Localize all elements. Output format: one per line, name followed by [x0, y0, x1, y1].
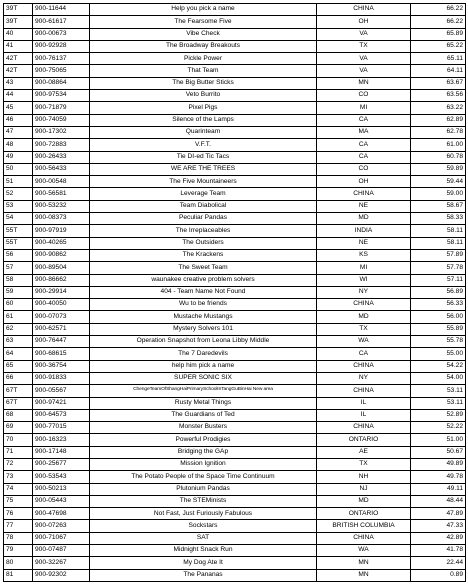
rank-cell: 43	[4, 77, 33, 89]
team-name-cell: Veto Burrito	[90, 90, 317, 102]
region-cell: NY	[317, 286, 411, 298]
team-id-cell: 900-68615	[33, 348, 90, 360]
region-cell: TX	[317, 40, 411, 52]
score-cell: 59.89	[411, 163, 466, 175]
team-name-cell: The Irreplaceables	[90, 225, 317, 237]
region-cell: CHINA	[317, 299, 411, 311]
table-row	[4, 471, 466, 483]
team-id-cell: 900-07073	[33, 311, 90, 323]
results-table	[3, 3, 466, 582]
region-cell: KS	[317, 249, 411, 261]
table-row	[4, 53, 466, 65]
rank-cell: 47	[4, 126, 33, 138]
score-cell: 58.11	[411, 237, 466, 249]
rank-cell: 57	[4, 262, 33, 274]
team-id-cell: 900-07487	[33, 545, 90, 557]
rank-cell: 69	[4, 422, 33, 434]
region-cell: TX	[317, 323, 411, 335]
score-cell: 65.89	[411, 28, 466, 40]
team-id-cell: 900-97534	[33, 90, 90, 102]
team-name-cell: Bridging the GAp	[90, 446, 317, 458]
team-name-cell: waunakee creative problem solvers	[90, 274, 317, 286]
team-id-cell: 900-56581	[33, 188, 90, 200]
score-cell: 65.22	[411, 40, 466, 52]
region-cell: CA	[317, 151, 411, 163]
team-name-cell: Tie DI-ed Tic Tacs	[90, 151, 317, 163]
rank-cell: 67T	[4, 385, 33, 397]
team-name-cell: Mustache Mustangs	[90, 311, 317, 323]
team-id-cell: 900-08864	[33, 77, 90, 89]
rank-cell: 52	[4, 188, 33, 200]
team-id-cell: 900-00548	[33, 176, 90, 188]
table-row	[4, 532, 466, 544]
rank-cell: 39T	[4, 16, 33, 28]
team-name-cell: Powerful Prodigies	[90, 434, 317, 446]
team-name-cell: Silence of the Lamps	[90, 114, 317, 126]
rank-cell: 80	[4, 557, 33, 569]
rank-cell: 79	[4, 545, 33, 557]
team-id-cell: 900-11644	[33, 4, 90, 16]
team-name-cell: The Potato People of the Space Time Continuum	[90, 471, 317, 483]
rank-cell: 78	[4, 532, 33, 544]
team-id-cell: 900-56433	[33, 163, 90, 175]
region-cell: INDIA	[317, 225, 411, 237]
team-id-cell: 900-26433	[33, 151, 90, 163]
team-name-cell: Rusty Metal Things	[90, 397, 317, 409]
rank-cell: 60	[4, 299, 33, 311]
score-cell: 57.78	[411, 262, 466, 274]
table-row	[4, 348, 466, 360]
score-cell: 56.33	[411, 299, 466, 311]
region-cell: MA	[317, 126, 411, 138]
region-cell: MN	[317, 77, 411, 89]
team-name-cell: The Pananas	[90, 569, 317, 581]
team-name-cell: Mystery Solvers 101	[90, 323, 317, 335]
table-row	[4, 434, 466, 446]
team-id-cell: 900-89504	[33, 262, 90, 274]
region-cell: MI	[317, 102, 411, 114]
table-row	[4, 520, 466, 532]
table-row	[4, 102, 466, 114]
rank-cell: 76	[4, 508, 33, 520]
table-row	[4, 139, 466, 151]
table-row	[4, 90, 466, 102]
team-id-cell: 900-47698	[33, 508, 90, 520]
score-cell: 47.33	[411, 520, 466, 532]
team-name-cell: Pixel Pigs	[90, 102, 317, 114]
region-cell: WA	[317, 545, 411, 557]
team-name-cell: Plutonium Pandas	[90, 483, 317, 495]
table-row	[4, 508, 466, 520]
score-cell: 56.00	[411, 311, 466, 323]
score-cell: 57.89	[411, 249, 466, 261]
team-id-cell: 900-25677	[33, 458, 90, 470]
rank-cell: 42T	[4, 53, 33, 65]
rank-cell: 77	[4, 520, 33, 532]
table-row	[4, 114, 466, 126]
rank-cell: 74	[4, 483, 33, 495]
table-row	[4, 557, 466, 569]
score-cell: 50.67	[411, 446, 466, 458]
rank-cell: 61	[4, 311, 33, 323]
team-name-cell: The Five Mountaineers	[90, 176, 317, 188]
rank-cell: 55T	[4, 237, 33, 249]
team-name-cell: Leverage Team	[90, 188, 317, 200]
score-cell: 62.89	[411, 114, 466, 126]
region-cell: OH	[317, 16, 411, 28]
team-id-cell: 900-74059	[33, 114, 90, 126]
team-name-cell: The Big Butter Sticks	[90, 77, 317, 89]
rank-cell: 56	[4, 249, 33, 261]
score-cell: 54.00	[411, 372, 466, 384]
score-cell: 51.00	[411, 434, 466, 446]
score-cell: 62.78	[411, 126, 466, 138]
team-id-cell: 900-64573	[33, 409, 90, 421]
region-cell: NE	[317, 200, 411, 212]
rank-cell: 65	[4, 360, 33, 372]
rank-cell: 68	[4, 409, 33, 421]
table-row	[4, 286, 466, 298]
rank-cell: 75	[4, 495, 33, 507]
table-row	[4, 77, 466, 89]
team-id-cell: 900-05443	[33, 495, 90, 507]
table-row	[4, 4, 466, 16]
table-row	[4, 336, 466, 348]
rank-cell: 73	[4, 471, 33, 483]
region-cell: BRITISH COLUMBIA	[317, 520, 411, 532]
rank-cell: 46	[4, 114, 33, 126]
table-row	[4, 151, 466, 163]
score-cell: 58.67	[411, 200, 466, 212]
score-cell: 66.22	[411, 4, 466, 16]
region-cell: CHINA	[317, 422, 411, 434]
score-cell: 53.11	[411, 397, 466, 409]
results-body	[4, 4, 466, 582]
table-row	[4, 569, 466, 581]
region-cell: NJ	[317, 483, 411, 495]
region-cell: CA	[317, 114, 411, 126]
score-cell: 54.22	[411, 360, 466, 372]
team-id-cell: 900-17148	[33, 446, 90, 458]
score-cell: 42.89	[411, 532, 466, 544]
region-cell: CO	[317, 90, 411, 102]
score-cell: 64.11	[411, 65, 466, 77]
table-row	[4, 360, 466, 372]
team-name-cell: Wu to be friends	[90, 299, 317, 311]
score-cell: 59.00	[411, 188, 466, 200]
region-cell: CHINA	[317, 188, 411, 200]
team-id-cell: 900-50213	[33, 483, 90, 495]
rank-cell: 58	[4, 274, 33, 286]
score-cell: 47.89	[411, 508, 466, 520]
team-id-cell: 900-16323	[33, 434, 90, 446]
region-cell: OH	[317, 176, 411, 188]
score-cell: 63.56	[411, 90, 466, 102]
rank-cell: 53	[4, 200, 33, 212]
team-id-cell: 900-36754	[33, 360, 90, 372]
region-cell: ONTARIO	[317, 508, 411, 520]
score-cell: 41.78	[411, 545, 466, 557]
region-cell: IL	[317, 397, 411, 409]
team-name-cell: ChengeTeamOfShangHaiPrimarySchoolInTangGuBinHai New area	[90, 385, 317, 397]
score-cell: 58.33	[411, 213, 466, 225]
score-cell: 49.89	[411, 458, 466, 470]
region-cell: VA	[317, 28, 411, 40]
table-row	[4, 446, 466, 458]
score-cell: 49.78	[411, 471, 466, 483]
rank-cell: 54	[4, 213, 33, 225]
table-row	[4, 422, 466, 434]
table-row	[4, 274, 466, 286]
team-id-cell: 900-71879	[33, 102, 90, 114]
rank-cell: 42T	[4, 65, 33, 77]
team-name-cell: The Outsiders	[90, 237, 317, 249]
region-cell: AE	[317, 446, 411, 458]
score-cell: 61.00	[411, 139, 466, 151]
team-name-cell: Pickle Power	[90, 53, 317, 65]
team-id-cell: 900-76137	[33, 53, 90, 65]
team-id-cell: 900-75065	[33, 65, 90, 77]
score-cell: 49.11	[411, 483, 466, 495]
table-row	[4, 188, 466, 200]
region-cell: VA	[317, 53, 411, 65]
team-name-cell: Help you pick a name	[90, 4, 317, 16]
rank-cell: 64	[4, 348, 33, 360]
table-row	[4, 40, 466, 52]
team-id-cell: 900-05567	[33, 385, 90, 397]
region-cell: NE	[317, 237, 411, 249]
score-cell: 58.11	[411, 225, 466, 237]
team-name-cell: Vibe Check	[90, 28, 317, 40]
team-name-cell: The STEMinists	[90, 495, 317, 507]
region-cell: TX	[317, 458, 411, 470]
table-row	[4, 65, 466, 77]
team-name-cell: My Dog Ate It	[90, 557, 317, 569]
team-id-cell: 900-90862	[33, 249, 90, 261]
team-id-cell: 900-40050	[33, 299, 90, 311]
score-cell: 22.44	[411, 557, 466, 569]
team-name-cell: The Fearsome Five	[90, 16, 317, 28]
team-name-cell: help him pick a name	[90, 360, 317, 372]
team-id-cell: 900-92302	[33, 569, 90, 581]
score-cell: 66.22	[411, 16, 466, 28]
table-row	[4, 176, 466, 188]
team-id-cell: 900-08373	[33, 213, 90, 225]
region-cell: VA	[317, 65, 411, 77]
table-row	[4, 249, 466, 261]
team-id-cell: 900-97919	[33, 225, 90, 237]
region-cell: CA	[317, 139, 411, 151]
table-row	[4, 299, 466, 311]
rank-cell: 66	[4, 372, 33, 384]
region-cell: MD	[317, 495, 411, 507]
team-id-cell: 900-32267	[33, 557, 90, 569]
team-name-cell: Mission Ignition	[90, 458, 317, 470]
rank-cell: 48	[4, 139, 33, 151]
score-cell: 60.78	[411, 151, 466, 163]
table-row	[4, 225, 466, 237]
region-cell: MN	[317, 557, 411, 569]
score-cell: 53.11	[411, 385, 466, 397]
table-row	[4, 495, 466, 507]
team-id-cell: 900-86662	[33, 274, 90, 286]
region-cell: CHINA	[317, 4, 411, 16]
team-id-cell: 900-76447	[33, 336, 90, 348]
rank-cell: 62	[4, 323, 33, 335]
region-cell: IL	[317, 409, 411, 421]
table-row	[4, 385, 466, 397]
table-row	[4, 213, 466, 225]
team-id-cell: 900-53543	[33, 471, 90, 483]
score-cell: 0.89	[411, 569, 466, 581]
region-cell: NY	[317, 372, 411, 384]
score-cell: 65.11	[411, 53, 466, 65]
table-row	[4, 397, 466, 409]
team-id-cell: 900-53232	[33, 200, 90, 212]
team-id-cell: 900-72883	[33, 139, 90, 151]
rank-cell: 59	[4, 286, 33, 298]
team-id-cell: 900-71067	[33, 532, 90, 544]
table-row	[4, 311, 466, 323]
table-row	[4, 28, 466, 40]
score-cell: 55.78	[411, 336, 466, 348]
rank-cell: 51	[4, 176, 33, 188]
team-id-cell: 900-29914	[33, 286, 90, 298]
team-name-cell: The Krackens	[90, 249, 317, 261]
team-name-cell: That Team	[90, 65, 317, 77]
score-cell: 52.22	[411, 422, 466, 434]
score-cell: 55.89	[411, 323, 466, 335]
region-cell: CHINA	[317, 532, 411, 544]
team-name-cell: WE ARE THE TREES	[90, 163, 317, 175]
team-name-cell: Peculiar Pandas	[90, 213, 317, 225]
region-cell: MN	[317, 569, 411, 581]
table-row	[4, 545, 466, 557]
team-name-cell: Midnight Snack Run	[90, 545, 317, 557]
score-cell: 48.44	[411, 495, 466, 507]
score-cell: 59.44	[411, 176, 466, 188]
team-id-cell: 900-07263	[33, 520, 90, 532]
rank-cell: 49	[4, 151, 33, 163]
team-name-cell: The 7 Daredevils	[90, 348, 317, 360]
rank-cell: 41	[4, 40, 33, 52]
table-row	[4, 409, 466, 421]
rank-cell: 50	[4, 163, 33, 175]
team-id-cell: 900-91833	[33, 372, 90, 384]
team-id-cell: 900-00673	[33, 28, 90, 40]
team-name-cell: Team Diabolical	[90, 200, 317, 212]
region-cell: MI	[317, 262, 411, 274]
region-cell: CO	[317, 163, 411, 175]
rank-cell: 70	[4, 434, 33, 446]
score-cell: 52.89	[411, 409, 466, 421]
table-row	[4, 372, 466, 384]
team-name-cell: Monster Busters	[90, 422, 317, 434]
rank-cell: 71	[4, 446, 33, 458]
table-row	[4, 126, 466, 138]
team-id-cell: 900-92928	[33, 40, 90, 52]
region-cell: NH	[317, 471, 411, 483]
team-name-cell: Sockstars	[90, 520, 317, 532]
table-row	[4, 323, 466, 335]
rank-cell: 67T	[4, 397, 33, 409]
rank-cell: 55T	[4, 225, 33, 237]
team-name-cell: Quarinteam	[90, 126, 317, 138]
team-name-cell: The Guardians of Ted	[90, 409, 317, 421]
table-row	[4, 200, 466, 212]
score-cell: 57.11	[411, 274, 466, 286]
region-cell: CHINA	[317, 385, 411, 397]
team-name-cell: Not Fast, Just Furiously Fabulous	[90, 508, 317, 520]
rank-cell: 45	[4, 102, 33, 114]
team-id-cell: 900-62571	[33, 323, 90, 335]
team-name-cell: The Sweet Team	[90, 262, 317, 274]
table-row	[4, 163, 466, 175]
team-id-cell: 900-97421	[33, 397, 90, 409]
rank-cell: 81	[4, 569, 33, 581]
region-cell: ONTARIO	[317, 434, 411, 446]
rank-cell: 44	[4, 90, 33, 102]
table-row	[4, 237, 466, 249]
rank-cell: 72	[4, 458, 33, 470]
score-cell: 63.22	[411, 102, 466, 114]
team-id-cell: 900-77015	[33, 422, 90, 434]
rank-cell: 40	[4, 28, 33, 40]
rank-cell: 39T	[4, 4, 33, 16]
table-row	[4, 483, 466, 495]
table-row	[4, 458, 466, 470]
table-row	[4, 262, 466, 274]
team-name-cell: V.F.T.	[90, 139, 317, 151]
region-cell: WI	[317, 274, 411, 286]
team-id-cell: 900-61617	[33, 16, 90, 28]
region-cell: MD	[317, 213, 411, 225]
table-row	[4, 16, 466, 28]
region-cell: WA	[317, 336, 411, 348]
region-cell: CHINA	[317, 360, 411, 372]
score-cell: 63.67	[411, 77, 466, 89]
team-name-cell: SAT	[90, 532, 317, 544]
region-cell: CA	[317, 348, 411, 360]
team-id-cell: 900-40265	[33, 237, 90, 249]
team-name-cell: 404 - Team Name Not Found	[90, 286, 317, 298]
score-cell: 55.00	[411, 348, 466, 360]
team-name-cell: The Broadway Breakouts	[90, 40, 317, 52]
region-cell: MD	[317, 311, 411, 323]
rank-cell: 63	[4, 336, 33, 348]
team-name-cell: SUPER SONIC SIX	[90, 372, 317, 384]
team-name-cell: Operation Snapshot from Leona Libby Middle	[90, 336, 317, 348]
score-cell: 56.89	[411, 286, 466, 298]
team-id-cell: 900-17302	[33, 126, 90, 138]
